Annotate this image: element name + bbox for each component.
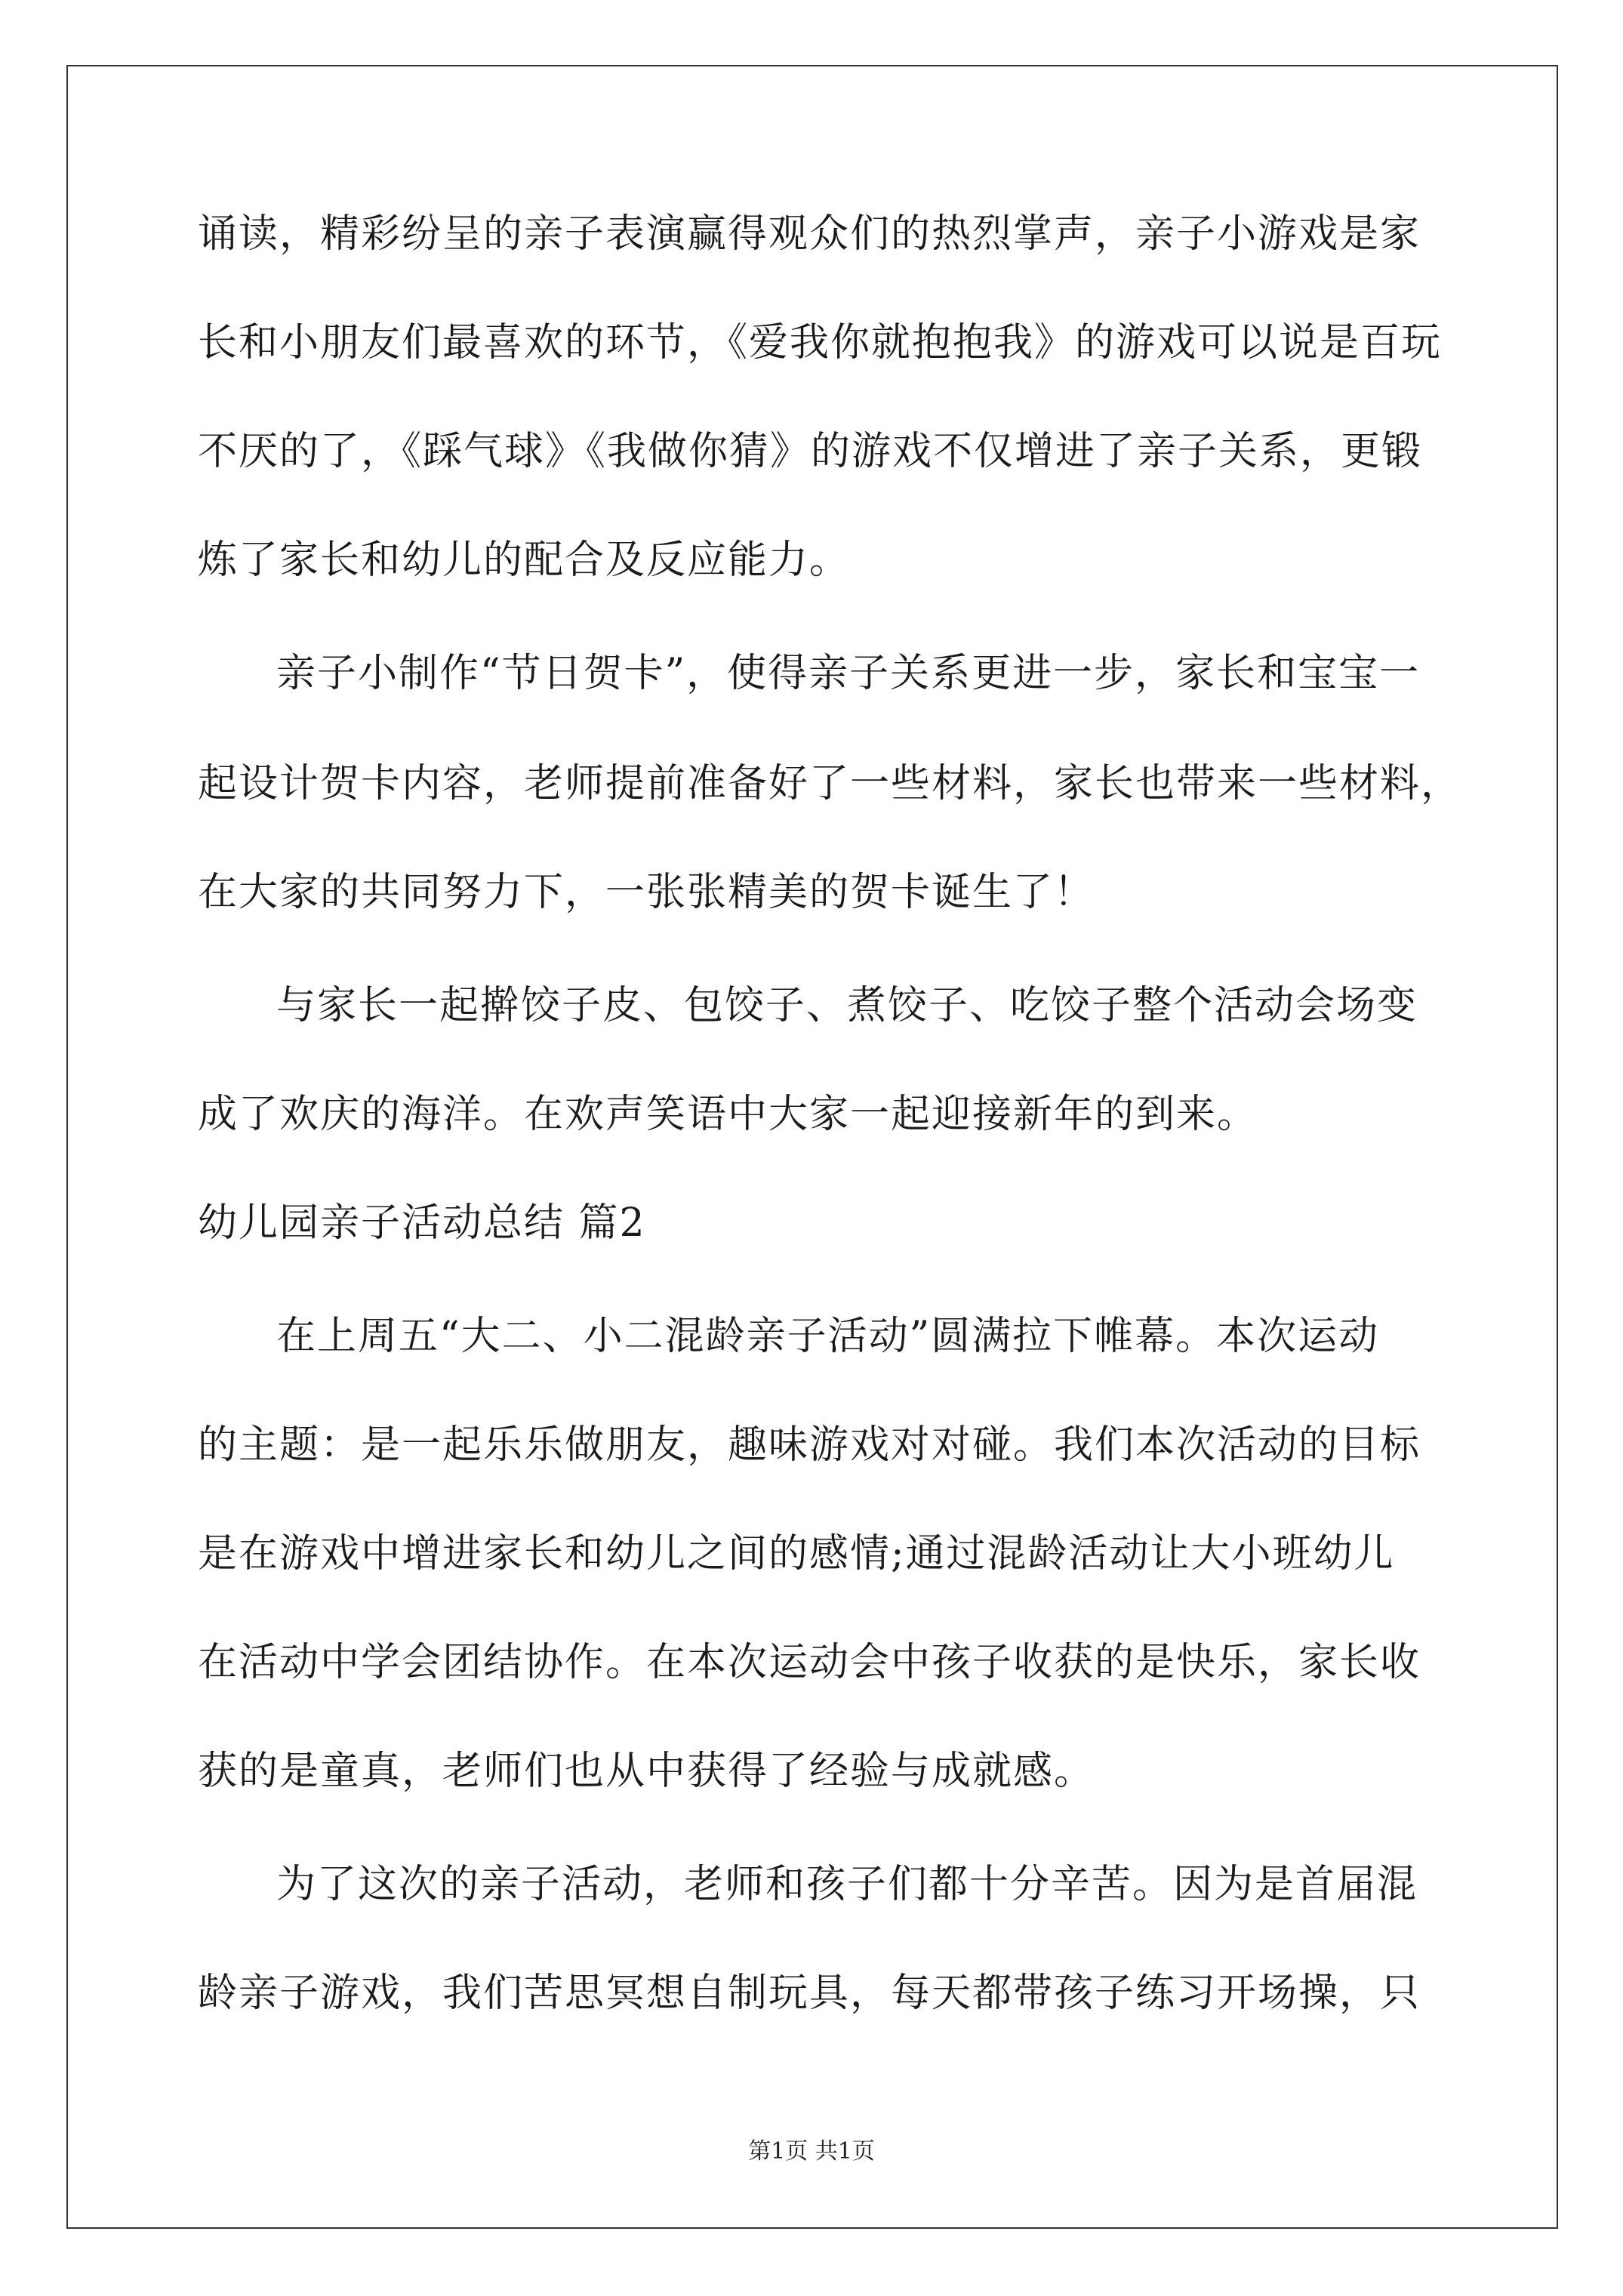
section-heading: 幼儿园亲子活动总结 篇2 [198,1200,646,1246]
text-line: 的主题：是一起乐乐做朋友，趣味游戏对对碰。我们本次活动的目标 [198,1422,1421,1468]
text-line: 炼了家长和幼儿的配合及反应能力。 [198,538,851,583]
text-line: 起设计贺卡内容，老师提前准备好了一些材料，家长也带来一些材料， [198,761,1462,806]
paragraph-start-line: 与家长一起擀饺子皮、包饺子、煮饺子、吃饺子整个活动会场变 [276,983,1418,1028]
paragraph-start-line: 为了这次的亲子活动，老师和孩子们都十分辛苦。因为是首届混 [276,1862,1418,1907]
text-line: 诵读，精彩纷呈的亲子表演赢得观众们的热烈掌声，亲子小游戏是家 [198,211,1421,257]
text-line: 在大家的共同努力下，一张张精美的贺卡诞生了！ [198,870,1095,915]
text-line: 成了欢庆的海洋。在欢声笑语中大家一起迎接新年的到来。 [198,1092,1258,1137]
text-line: 龄亲子游戏，我们苦思冥想自制玩具，每天都带孩子练习开场操，只 [198,1971,1421,2016]
text-line: 长和小朋友们最喜欢的环节，《爱我你就抱抱我》的游戏可以说是百玩 [198,320,1443,365]
text-line: 获的是童真，老师们也从中获得了经验与成就感。 [198,1749,1095,1794]
text-line: 在活动中学会团结协作。在本次运动会中孩子收获的是快乐，家长收 [198,1640,1421,1685]
page-number-footer: 第1页 共1页 [748,2138,875,2165]
text-line: 不厌的了，《踩气球》《我做你猜》的游戏不仅增进了亲子关系，更锻 [198,429,1423,474]
paragraph-start-line: 在上周五“大二、小二混龄亲子活动”圆满拉下帷幕。本次运动 [276,1314,1380,1359]
paragraph-start-line: 亲子小制作“节日贺卡”，使得亲子关系更进一步，家长和宝宝一 [276,651,1421,696]
text-line: 是在游戏中增进家长和幼儿之间的感情;通过混龄活动让大小班幼儿 [198,1531,1395,1576]
